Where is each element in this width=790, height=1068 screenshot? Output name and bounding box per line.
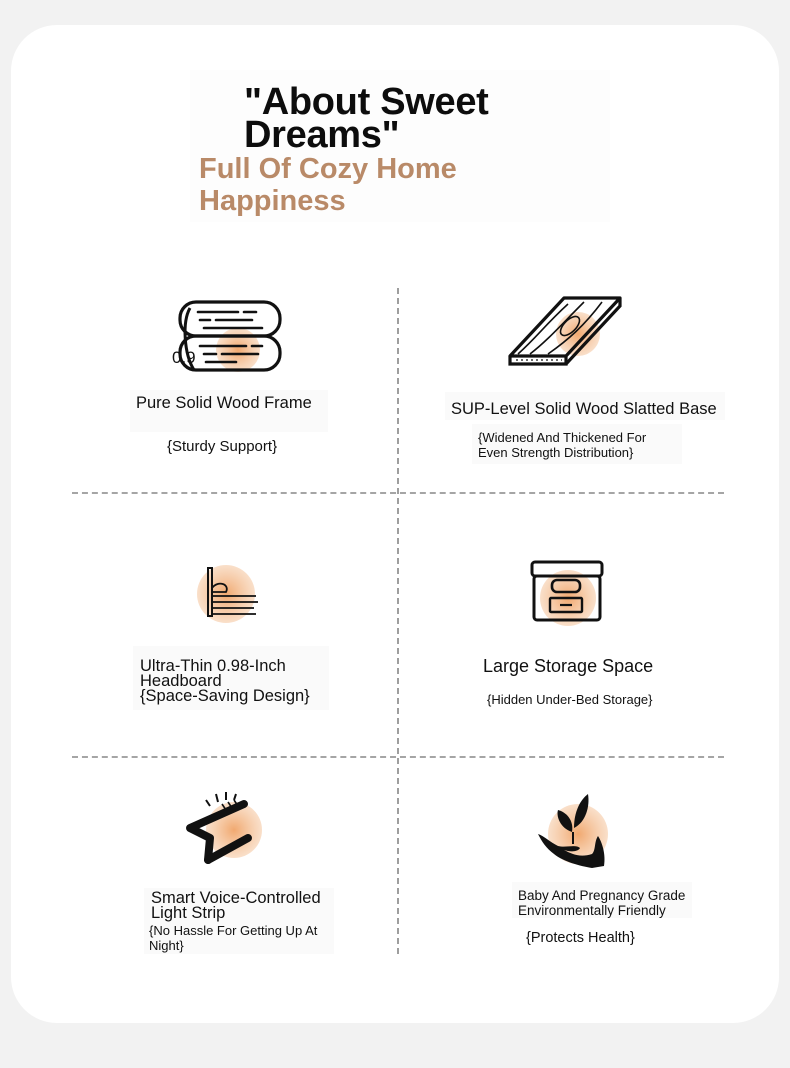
thin-headboard-icon (196, 564, 262, 624)
vertical-divider (397, 288, 399, 954)
feature-title: SUP-Level Solid Wood Slatted Base (451, 400, 717, 418)
feature-subtitle: {Hidden Under-Bed Storage} (487, 692, 653, 707)
light-strip-icon (186, 790, 266, 864)
feature-subtitle: {Widened And Thickened For Even Strength Distribution} (478, 430, 647, 460)
feature-subtitle: {Protects Health} (526, 930, 635, 946)
wood-plank-icon (508, 296, 624, 368)
feature-title: Pure Solid Wood Frame (136, 394, 312, 412)
feature-subtitle: {No Hassle For Getting Up At Night} (149, 923, 318, 953)
leaf-hand-icon (536, 792, 612, 870)
page-title: "About Sweet Dreams" (244, 81, 489, 156)
icon-overlay-number: 0.9 (172, 348, 196, 367)
horizontal-divider (72, 492, 724, 494)
feature-subtitle: {Space-Saving Design} (140, 687, 310, 705)
page-subtitle: Full Of Cozy Home Happiness (199, 153, 457, 217)
feature-title: Smart Voice-Controlled Light Strip (151, 889, 321, 922)
feature-title: Large Storage Space (483, 656, 654, 676)
feature-title: Ultra-Thin 0.98-Inch Headboard (140, 657, 286, 690)
feature-subtitle: {Sturdy Support} (167, 438, 278, 455)
horizontal-divider (72, 756, 724, 758)
feature-title: Baby And Pregnancy Grade Environmentally Friendly (518, 888, 686, 918)
storage-box-icon (530, 558, 606, 628)
